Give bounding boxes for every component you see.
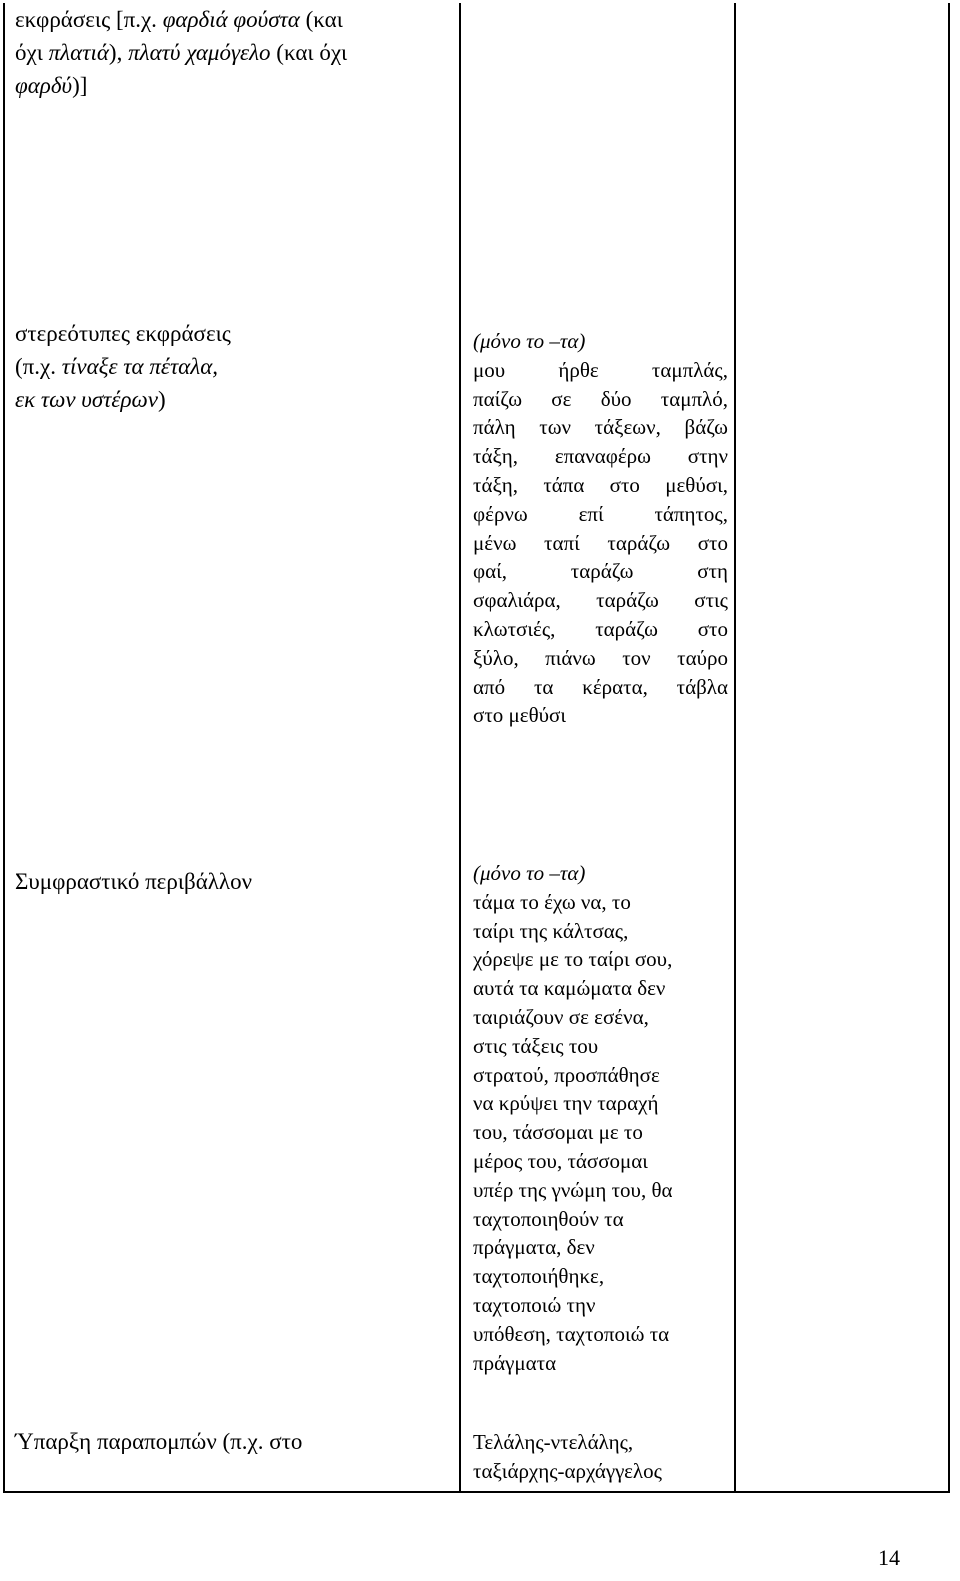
row1-col1-text: εκφράσεις [π.χ. φαρδιά φούστα (και όχι πλατιά), πλατύ χαμόγελο (και όχι φαρδύ)] [15, 7, 348, 98]
row3-col2-heading: (μόνο το –τα) [473, 861, 586, 885]
table-border-right [948, 3, 950, 1493]
page-number: 14 [878, 1545, 900, 1570]
table-border-left [3, 3, 5, 1493]
row2-col2-text: (μόνο το –τα) μου ήρθε ταμπλάς, παίζω σε δύο ταμπλό, πάλη των τάξεων, βάζω τάξη, επαναφέρω στην τάξη, τάπα στο μεθύσι, φέρνω επί τάπητος, μένω ταπί ταράζω στο φαί, ταράζω στη σφαλιάρα, ταράζω στις κλωτσιές, ταράζω στο ξύλο, πιάνω τον ταύρο από τα κέρατα, τάβλα στο μεθύσι [473, 329, 728, 728]
row3-col1-text: Συμφραστικό περιβάλλον [15, 869, 252, 894]
row3-col2-text: (μόνο το –τα) τάμα το έχω να, το ταίρι της κάλτσας, χόρεψε με το ταίρι σου, αυτά τα καμώματα δεν ταιριάζουν σε εσένα, στις τάξεις του στρατού, προσπάθησε να κρύψει την ταραχή του, τάσσομαι με το μέρος του, τάσσομαι υπέρ της γνώμη του, θα ταχτοποιηθούν τα πράγματα, δεν ταχτοποιήθηκε, ταχτοποιώ την υπόθεση, ταχτοποιώ τα πράγματα [473, 859, 728, 1377]
row2-col2-heading: (μόνο το –τα) [473, 329, 586, 353]
row2-col1-text: στερεότυπες εκφράσεις (π.χ. τίναξε τα πέταλα, εκ των υστέρων) [15, 321, 231, 412]
vocabulary-table [3, 3, 950, 1493]
row4-col2-text: Τελάλης-ντελάλης, ταξιάρχης-αρχάγγελος [473, 1430, 662, 1483]
table-border-bottom [3, 1491, 950, 1493]
row4-col1-text: Ύπαρξη παραπομπών (π.χ. στο [15, 1429, 303, 1454]
table-border-col2 [734, 3, 736, 1493]
table-border-col1 [459, 3, 461, 1493]
